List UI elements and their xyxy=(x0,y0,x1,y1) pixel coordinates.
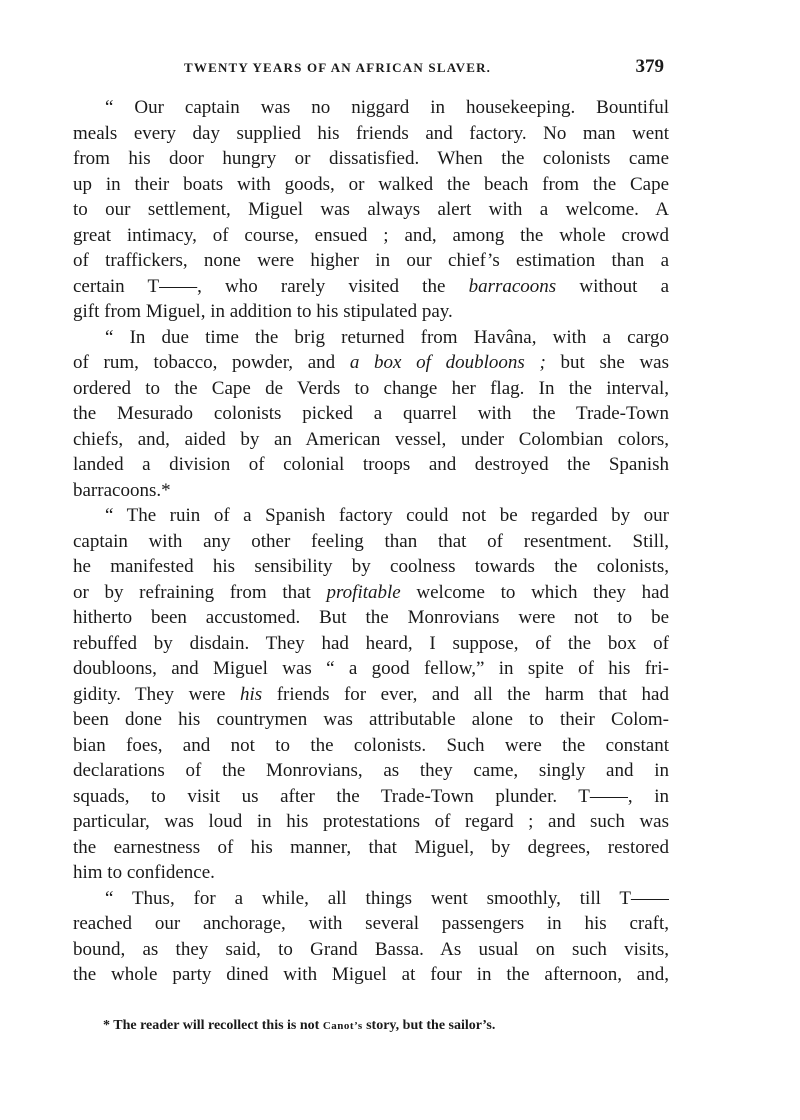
text-line: squads, to visit us after the Trade-Town plunder. T——, in xyxy=(73,785,669,807)
small-caps-text: Canot’s xyxy=(322,1020,363,1032)
text-line: great intimacy, of course, ensued ; and, among the whole crowd xyxy=(73,224,669,246)
text-line xyxy=(73,274,669,300)
text-line: bian foes, and not to the colonists. Such were the constant xyxy=(73,734,669,756)
text-line: he manifested his sensibility by coolness towards the colonists, xyxy=(73,556,669,577)
text-segment: welcome to which they had xyxy=(400,581,669,603)
italic-text: his xyxy=(240,683,263,705)
paragraph-4 xyxy=(73,886,669,988)
text-line: bound, as they said, to Grand Bassa. As usual on such visits, xyxy=(73,938,669,960)
text-line: doubloons, and Miguel was “ a good fellow,” in spite of his fri- xyxy=(73,658,669,679)
text-line: “ In due time the brig returned from Havâna, with a cargo xyxy=(105,326,669,348)
text-segment: * The reader will recollect this is not xyxy=(103,1018,323,1033)
page-number: 379 xyxy=(635,56,664,77)
text-segment: friends for ever, and all the harm that had xyxy=(262,683,669,705)
paragraph-1 xyxy=(73,95,669,325)
text-line: captain with any other feeling than that of resentment. Still, xyxy=(73,530,669,552)
text-segment: certain T——, who rarely visited the xyxy=(73,275,469,297)
text-line: him to confidence. xyxy=(73,862,215,883)
text-line: up in their boats with goods, or walked the beach from the Cape xyxy=(73,173,669,195)
text-line: barracoons.* xyxy=(73,479,171,501)
page-header xyxy=(184,56,664,80)
text-segment: or by refraining from that xyxy=(73,581,327,603)
text-segment: of rum, tobacco, powder, and xyxy=(73,352,350,373)
running-title: TWENTY YEARS OF AN AFRICAN SLAVER. xyxy=(184,60,492,75)
paragraph-3 xyxy=(73,503,669,886)
italic-text: a box of doubloons ; xyxy=(349,352,546,373)
text-line xyxy=(73,350,669,376)
text-line: reached our anchorage, with several passengers in his craft, xyxy=(73,913,669,934)
text-line: ordered to the Cape de Verds to change her flag. In the interval, xyxy=(73,377,669,399)
text-line: of traffickers, none were higher in our chief’s estimation than a xyxy=(73,250,669,271)
text-line: meals every day supplied his friends and factory. No man went xyxy=(73,122,669,144)
text-segment: gidity. They were xyxy=(73,683,240,705)
text-line: chiefs, and, aided by an American vessel, under Colombian colors, xyxy=(73,428,669,450)
text-line: rebuffed by disdain. They had heard, I suppose, of the box of xyxy=(73,632,669,654)
text-line xyxy=(73,580,669,606)
body-text xyxy=(73,95,669,988)
text-segment: story, but the sailor’s. xyxy=(362,1018,496,1033)
text-line: the Mesurado colonists picked a quarrel with the Trade-Town xyxy=(73,403,669,424)
text-line: “ Our captain was no niggard in housekeeping. Bountiful xyxy=(105,97,669,118)
text-line: gift from Miguel, in addition to his stipulated pay. xyxy=(73,301,453,322)
text-line: to our settlement, Miguel was always alert with a welcome. A xyxy=(73,199,669,220)
footnote xyxy=(103,1018,663,1034)
text-segment: but she was xyxy=(545,352,669,373)
text-line: declarations of the Monrovians, as they came, singly and in xyxy=(73,760,669,781)
text-line: “ The ruin of a Spanish factory could not be regarded by our xyxy=(105,505,669,526)
italic-text: barracoons xyxy=(468,275,557,297)
text-line: hitherto been accustomed. But the Monrovians were not to be xyxy=(73,607,669,628)
text-line: from his door hungry or dissatisfied. When the colonists came xyxy=(73,148,669,169)
text-line: the earnestness of his manner, that Miguel, by degrees, restored xyxy=(73,836,669,858)
text-line: “ Thus, for a while, all things went smoothly, till T—— xyxy=(105,887,669,909)
text-line xyxy=(73,682,669,708)
italic-text: profitable xyxy=(326,581,401,603)
paragraph-2 xyxy=(73,325,669,504)
text-line: landed a division of colonial troops and destroyed the Spanish xyxy=(73,454,669,475)
text-line: the whole party dined with Miguel at four in the afternoon, and, xyxy=(73,964,669,985)
text-line: particular, was loud in his protestations of regard ; and such was xyxy=(73,811,669,832)
text-line: been done his countrymen was attributable alone to their Colom- xyxy=(73,709,669,730)
text-segment: without a xyxy=(556,275,669,297)
